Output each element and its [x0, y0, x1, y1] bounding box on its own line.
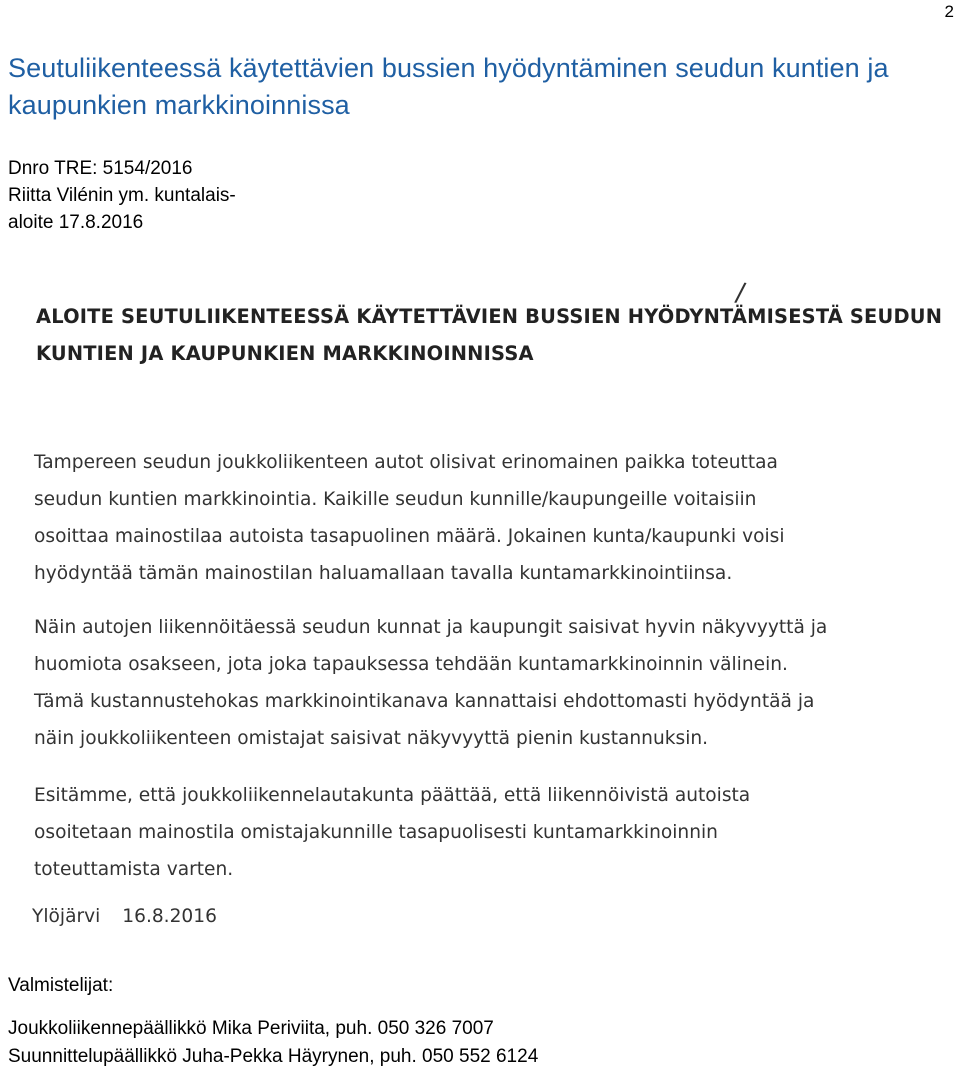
scanned-initiative — [28, 277, 943, 948]
scan-heading-line: KUNTIEN JA KAUPUNKIEN MARKKINOINNISSA — [36, 342, 534, 365]
text-line: osoittaa mainostilaa autoista tasapuolinen määrä. Jokainen kunta/kaupunki voisi — [34, 526, 785, 547]
text-line: Näin autojen liikennöitäessä seudun kunnat ja kaupungit saisivat hyvin näkyvyyttä ja — [34, 617, 828, 638]
dnro-line: Dnro TRE: 5154/2016 — [8, 158, 193, 179]
sign-date: 16.8.2016 — [122, 906, 217, 927]
text-line: huomiota osakseen, jota joka tapauksessa tehdään kuntamarkkinoinnin välinein. — [34, 654, 788, 675]
text-line: toteuttamista varten. — [34, 859, 234, 880]
scan-paragraph-1 — [34, 444, 785, 592]
text-line: Esitämme, että joukkoliikennelautakunta päättää, että liikennöivistä autoista — [34, 785, 751, 806]
page-number: 2 — [944, 2, 954, 21]
text-line: seudun kuntien markkinointia. Kaikille seudun kunnille/kaupungeille voitaisiin — [34, 489, 757, 510]
text-line: näin joukkoliikenteen omistajat saisivat näkyvyyttä pienin kustannuksin. — [34, 728, 709, 749]
preparer-line: Joukkoliikennepäällikkö Mika Periviita, puh. 050 326 7007 — [8, 1018, 494, 1039]
text-line: hyödyntää tämän mainostilan haluamallaan tavalla kuntamarkkinointiinsa. — [34, 563, 733, 584]
author-line-1: Riitta Vilénin ym. kuntalais- — [8, 185, 236, 206]
author-line-2: aloite 17.8.2016 — [8, 212, 144, 233]
document-meta — [8, 155, 236, 236]
text-line: Tampereen seudun joukkoliikenteen autot olisivat erinomainen paikka toteuttaa — [34, 452, 778, 473]
preparers-list — [8, 1015, 538, 1071]
place-and-date — [32, 906, 217, 927]
place: Ylöjärvi — [32, 906, 101, 927]
scan-paragraph-2 — [34, 609, 827, 757]
scan-heading — [36, 298, 942, 372]
preparers-label: Valmistelijat: — [8, 975, 114, 996]
preparer-line: Suunnittelupäällikkö Juha-Pekka Häyrynen, puh. 050 552 6124 — [8, 1046, 539, 1067]
scan-heading-line: ALOITE SEUTULIIKENTEESSÄ KÄYTETTÄVIEN BUSSIEN HYÖDYNTÄMISESTÄ SEUDUN — [36, 305, 943, 328]
text-line: osoitetaan mainostila omistajakunnille tasapuolisesti kuntamarkkinoinnin — [34, 822, 718, 843]
text-line: Tämä kustannustehokas markkinointikanava kannattaisi ehdottomasti hyödyntää ja — [34, 691, 815, 712]
handwritten-mark: / — [733, 277, 748, 309]
document-title: Seutuliikenteessä käytettävien bussien hyödyntäminen seudun kuntien ja kaupunkien markkinoinnissa — [8, 53, 889, 120]
scan-paragraph-3 — [34, 777, 750, 888]
